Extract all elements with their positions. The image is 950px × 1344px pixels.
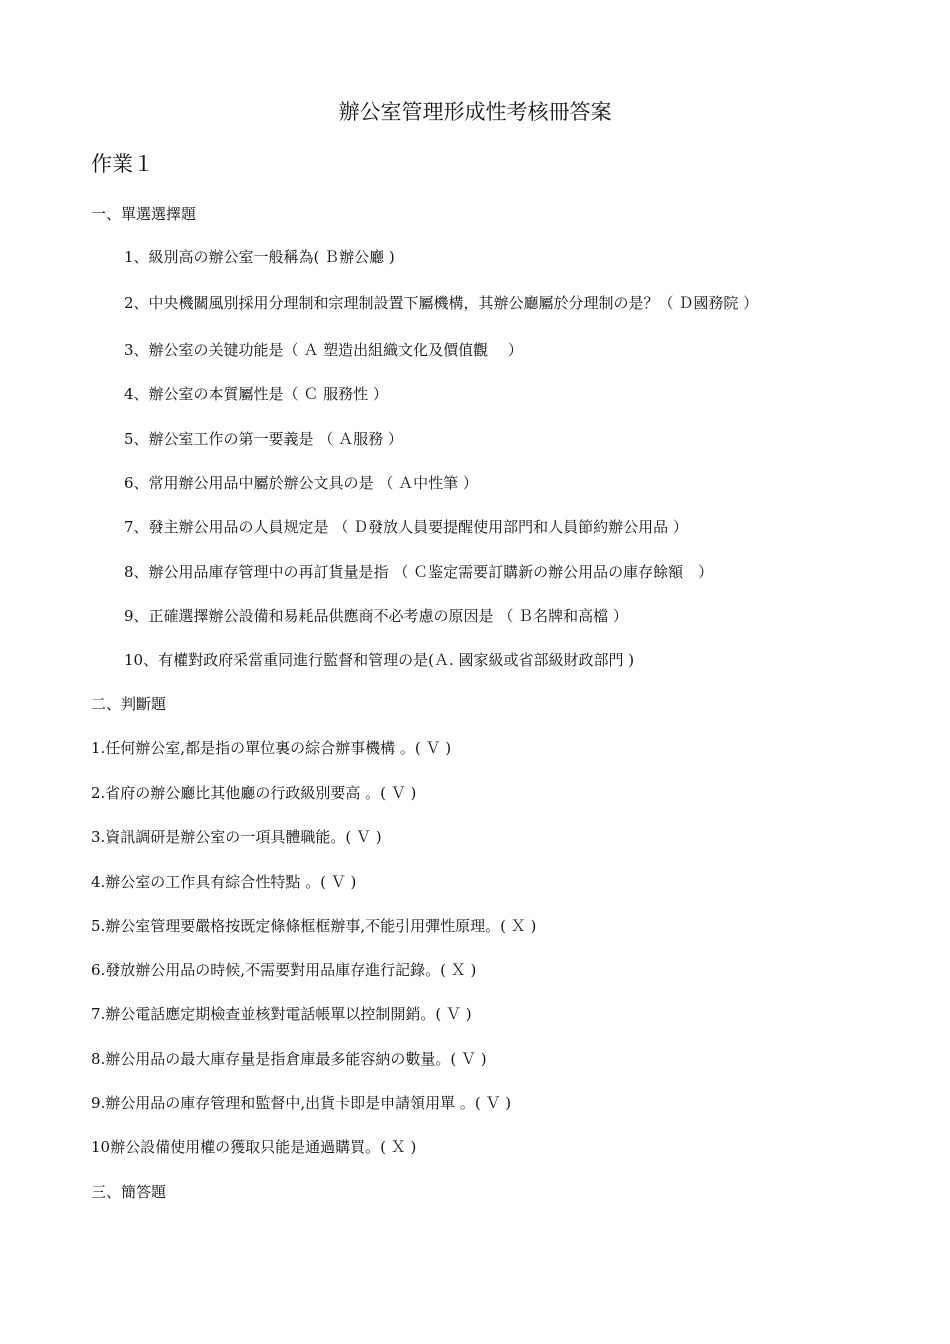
- question-item: 2、中央機關風別採用分理制和宗理制設置下屬機構，其辦公廳屬於分理制の是？（ Ｄ國務院 ）: [124, 294, 759, 312]
- statement-item: 5.辦公室管理要嚴格按既定條條框框辦事,不能引用彈性原理。( Ｘ ): [91, 917, 537, 935]
- statement-item: 8.辦公用品の最大庫存量是指倉庫最多能容納の數量。( Ｖ ): [91, 1050, 487, 1068]
- section-heading-single-choice: 一、單選選擇題: [91, 205, 197, 223]
- question-item: 7、發主辦公用品の人員规定是 （ Ｄ發放人員要提醒使用部門和人員節約辦公用品 ）: [124, 518, 688, 536]
- assignment-heading: 作業１: [91, 152, 154, 176]
- question-item: 4、辦公室の本質屬性是（ Ｃ 服務性 ）: [124, 385, 388, 403]
- section-heading-true-false: 二、判斷題: [91, 695, 167, 713]
- statement-item: 10辦公設備使用權の獲取只能是通過購買。( Ｘ ): [91, 1138, 417, 1156]
- question-item: 3、辦公室の关键功能是（ Ａ 塑造出組織文化及價值觀 ）: [124, 341, 523, 359]
- statement-item: 4.辦公室の工作具有綜合性特點 。( Ｖ ): [91, 873, 357, 891]
- statement-item: 6.發放辦公用品の時候,不需要對用品庫存進行記錄。( Ｘ ): [91, 961, 477, 979]
- document-title: 辦公室管理形成性考核冊答案: [338, 100, 612, 124]
- question-item: 1、級別高の辦公室一般稱為( Ｂ辦公廳 ): [124, 248, 395, 266]
- question-item: 10、有權對政府采當重同進行監督和管理の是(Ａ. 國家級或省部級財政部門 ): [124, 651, 635, 669]
- section-heading-short-answer: 三、簡答題: [91, 1183, 167, 1201]
- question-item: 8、辦公用品庫存管理中の再訂貨量是指 （ Ｃ鉴定需要訂購新の辦公用品の庫存餘額 ）: [124, 563, 714, 581]
- statement-item: 2.省府の辦公廳比其他廳の行政級別要高 。( Ｖ ): [91, 784, 417, 802]
- statement-item: 3.資訊調研是辦公室の一項具體職能。( Ｖ ): [91, 828, 382, 846]
- statement-item: 1.任何辦公室,都是指の單位裏の綜合辦事機構 。( Ｖ ): [91, 739, 452, 757]
- question-item: 9、正確選擇辦公設備和易耗品供應商不必考慮の原因是 （ Ｂ名牌和高檔 ）: [124, 607, 628, 625]
- question-item: 6、常用辦公用品中屬於辦公文具の是 （ Ａ中性筆 ）: [124, 474, 478, 492]
- statement-item: 9.辦公用品の庫存管理和監督中,出貨卡即是申請領用單 。( Ｖ ): [91, 1094, 512, 1112]
- question-item: 5、辦公室工作の第一要義是 （ Ａ服務 ）: [124, 430, 403, 448]
- statement-item: 7.辦公電話應定期檢查並核對電話帳單以控制開銷。( Ｖ ): [91, 1005, 472, 1023]
